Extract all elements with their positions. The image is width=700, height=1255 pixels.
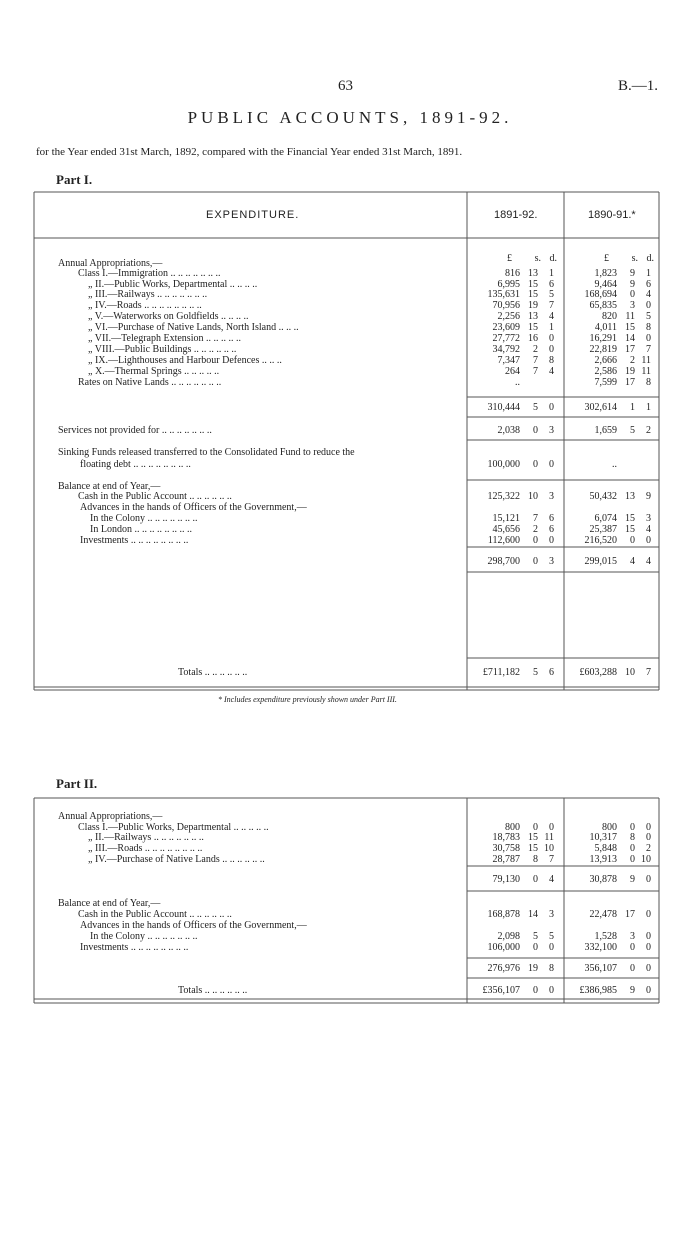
page-title: PUBLIC ACCOUNTS, 1891-92. <box>187 108 513 127</box>
sinking-1891-92-pounds: 100,000 <box>487 459 520 470</box>
cash-1890-91-pence: 0 <box>646 909 651 920</box>
advances-label: Advances in the hands of Officers of the Government,— <box>80 502 307 513</box>
subtotal2-1890-91-pence: 0 <box>646 963 651 974</box>
value-1891-92-pounds: 264 <box>505 366 520 377</box>
colony-1891-92-shillings: 7 <box>533 513 538 524</box>
value-1890-91-shillings: 3 <box>630 300 635 311</box>
value-1890-91-pence: 6 <box>646 279 651 290</box>
investments-1891-92-shillings: 0 <box>533 535 538 546</box>
value-1891-92-pounds: 800 <box>505 822 520 833</box>
totals-1891-92-pounds: £711,182 <box>482 667 520 678</box>
value-1890-91-pounds: 13,913 <box>589 854 617 865</box>
expenditure-row-label: „ VIII.—Public Buildings .. .. .. .. .. .. <box>88 344 237 355</box>
expenditure-row-label: Annual Appropriations,— <box>58 258 163 269</box>
colony-label: In the Colony .. .. .. .. .. .. .. <box>90 931 198 942</box>
value-1891-92-pence: 0 <box>549 344 554 355</box>
value-1890-91-pounds: 10,317 <box>589 832 617 843</box>
appropriation-row-label: Annual Appropriations,— <box>58 811 163 822</box>
unit-shillings: s. <box>631 253 638 264</box>
value-1890-91-pence: 7 <box>646 344 651 355</box>
subtotal2-1890-91-pence: 4 <box>646 556 651 567</box>
appropriation-row-label: Class I.—Public Works, Departmental .. .. .. .. .. <box>78 822 269 833</box>
value-1891-92-pounds: 27,772 <box>492 333 520 344</box>
value-1891-92-pounds: 2,256 <box>497 311 520 322</box>
investments-1890-91-pence: 0 <box>646 942 651 953</box>
services-1891-92-pence: 3 <box>549 425 554 436</box>
subtotal-1891-92-shillings: 5 <box>533 402 538 413</box>
value-1891-92-pence: 6 <box>549 279 554 290</box>
value-1891-92-shillings: 15 <box>528 322 538 333</box>
value-1890-91-pounds: 1,823 <box>594 268 617 279</box>
subtotal-1890-91-pounds: 302,614 <box>584 402 617 413</box>
subtotal-1891-92-pounds: 79,130 <box>492 874 520 885</box>
investments-1890-91-shillings: 0 <box>630 942 635 953</box>
london-1890-91-pence: 4 <box>646 524 651 535</box>
london-1891-92-pence: 6 <box>549 524 554 535</box>
london-1890-91-pounds: 25,387 <box>589 524 617 535</box>
investments-1891-92-pence: 0 <box>549 942 554 953</box>
value-1891-92-shillings: 0 <box>533 822 538 833</box>
subtotal2-1891-92-pounds: 276,976 <box>487 963 520 974</box>
appropriation-row-label: „ II.—Railways .. .. .. .. .. .. .. <box>88 832 204 843</box>
investments-1890-91-pounds: 332,100 <box>584 942 617 953</box>
value-1890-91-pence: 11 <box>641 355 651 366</box>
cash-1891-92-shillings: 10 <box>528 491 538 502</box>
totals-1890-91-pence: 0 <box>646 985 651 996</box>
year-1890-91-header: 1890-91.* <box>588 209 636 221</box>
investments-1890-91-pence: 0 <box>646 535 651 546</box>
value-1891-92-pence: 1 <box>549 268 554 279</box>
colony-1890-91-shillings: 15 <box>625 513 635 524</box>
investments-1891-92-pounds: 112,600 <box>487 535 520 546</box>
cash-1891-92-shillings: 14 <box>528 909 538 920</box>
services-1890-91-pence: 2 <box>646 425 651 436</box>
value-1890-91-pounds: 5,848 <box>594 843 617 854</box>
value-1891-92-pounds: 18,783 <box>492 832 520 843</box>
value-1890-91-pounds: 22,819 <box>589 344 617 355</box>
value-1890-91-pounds: 800 <box>602 822 617 833</box>
subtotal2-1890-91-pounds: 299,015 <box>584 556 617 567</box>
value-1890-91-pounds: 65,835 <box>589 300 617 311</box>
expenditure-row-label: Class I.—Immigration .. .. .. .. .. .. .. <box>78 268 221 279</box>
value-1891-92-pounds: 23,609 <box>492 322 520 333</box>
services-1891-92-pounds: 2,038 <box>497 425 520 436</box>
value-1891-92-shillings: 16 <box>528 333 538 344</box>
value-1890-91-shillings: 17 <box>625 344 635 355</box>
subtotal-1891-92-pence: 0 <box>549 402 554 413</box>
expenditure-header: EXPENDITURE. <box>206 209 300 221</box>
value-1891-92-pounds: 34,792 <box>492 344 520 355</box>
sinking-fund-label: Sinking Funds released transferred to the Consolidated Fund to reduce the <box>58 447 355 458</box>
value-1890-91-pounds: 820 <box>602 311 617 322</box>
value-1891-92-shillings: 15 <box>528 289 538 300</box>
value-1890-91-pence: 0 <box>646 832 651 843</box>
part-one-heading: Part I. <box>56 172 93 187</box>
value-1890-91-pence: 0 <box>646 333 651 344</box>
value-1891-92-pence: 5 <box>549 289 554 300</box>
subtotal2-1891-92-pence: 8 <box>549 963 554 974</box>
value-1890-91-pounds: 7,599 <box>594 377 617 388</box>
value-1890-91-pounds: 2,666 <box>594 355 617 366</box>
value-1890-91-pence: 2 <box>646 843 651 854</box>
value-1890-91-pence: 10 <box>641 854 651 865</box>
subtotal2-1890-91-pounds: 356,107 <box>584 963 617 974</box>
advances-label: Advances in the hands of Officers of the Government,— <box>80 920 307 931</box>
value-1891-92-shillings: 7 <box>533 355 538 366</box>
value-1890-91-shillings: 2 <box>630 355 635 366</box>
investments-1891-92-pence: 0 <box>549 535 554 546</box>
totals-1890-91-pounds: £603,288 <box>579 667 617 678</box>
services-1890-91-pounds: 1,659 <box>594 425 617 436</box>
cash-1891-92-pence: 3 <box>549 909 554 920</box>
value-1890-91-shillings: 0 <box>630 822 635 833</box>
value-1890-91-shillings: 9 <box>630 268 635 279</box>
value-1891-92-pence: 1 <box>549 322 554 333</box>
services-1890-91-shillings: 5 <box>630 425 635 436</box>
cash-1890-91-pence: 9 <box>646 491 651 502</box>
investments-1891-92-shillings: 0 <box>533 942 538 953</box>
sinking-1891-92-shillings: 0 <box>533 459 538 470</box>
cash-1891-92-pence: 3 <box>549 491 554 502</box>
subtotal2-1891-92-pounds: 298,700 <box>487 556 520 567</box>
cash-1890-91-shillings: 17 <box>625 909 635 920</box>
value-1891-92-shillings: 15 <box>528 832 538 843</box>
colony-1890-91-pence: 3 <box>646 513 651 524</box>
expenditure-row-label: „ V.—Waterworks on Goldfields .. .. .. .. <box>88 311 249 322</box>
totals-1891-92-pounds: £356,107 <box>482 985 520 996</box>
value-1891-92-pounds: 30,758 <box>492 843 520 854</box>
appropriation-row-label: „ IV.—Purchase of Native Lands .. .. .. .. .. .. <box>88 854 265 865</box>
expenditure-row-label: „ II.—Public Works, Departmental .. .. .. .. <box>88 279 258 290</box>
colony-1890-91-pounds: 6,074 <box>594 513 617 524</box>
value-1890-91-shillings: 19 <box>625 366 635 377</box>
value-1890-91-pence: 0 <box>646 300 651 311</box>
colony-1891-92-pence: 5 <box>549 931 554 942</box>
cash-label: Cash in the Public Account .. .. .. .. .. .. <box>78 909 232 920</box>
expenditure-row-label: „ VI.—Purchase of Native Lands, North Island .. .. .. <box>88 322 299 333</box>
investments-label: Investments .. .. .. .. .. .. .. .. <box>80 535 189 546</box>
value-1891-92-shillings: 8 <box>533 854 538 865</box>
value-1890-91-pounds: 4,011 <box>594 322 617 333</box>
value-1890-91-shillings: 0 <box>630 289 635 300</box>
value-1891-92-shillings: 13 <box>528 311 538 322</box>
unit-pence: d. <box>646 253 654 264</box>
value-1890-91-pence: 8 <box>646 322 651 333</box>
value-1891-92-pence: 0 <box>549 333 554 344</box>
value-1890-91-pence: 8 <box>646 377 651 388</box>
cash-1891-92-pounds: 168,878 <box>487 909 520 920</box>
subtotal-1890-91-shillings: 1 <box>630 402 635 413</box>
totals-1890-91-shillings: 10 <box>625 667 635 678</box>
value-1891-92-shillings: 13 <box>528 268 538 279</box>
colony-1890-91-pence: 0 <box>646 931 651 942</box>
value-1890-91-shillings: 17 <box>625 377 635 388</box>
subtotal2-1891-92-shillings: 0 <box>533 556 538 567</box>
totals-1890-91-pence: 7 <box>646 667 651 678</box>
value-1891-92-pounds: 135,631 <box>487 289 520 300</box>
colony-label: In the Colony .. .. .. .. .. .. .. <box>90 513 198 524</box>
value-1891-92-pence: 8 <box>549 355 554 366</box>
value-1891-92-pence: 0 <box>549 822 554 833</box>
value-1890-91-shillings: 0 <box>630 843 635 854</box>
value-1891-92-pence: 4 <box>549 311 554 322</box>
part-two-heading: Part II. <box>56 776 98 791</box>
sinking-fund-label-cont: floating debt .. .. .. .. .. .. .. .. <box>80 459 191 470</box>
colony-1891-92-pounds: 15,121 <box>492 513 520 524</box>
cash-1890-91-shillings: 13 <box>625 491 635 502</box>
subtotal2-1890-91-shillings: 0 <box>630 963 635 974</box>
value-1890-91-shillings: 15 <box>625 322 635 333</box>
sinking-1890-91-pounds: .. <box>612 459 617 470</box>
value-1891-92-pounds: 28,787 <box>492 854 520 865</box>
value-1891-92-shillings: 19 <box>528 300 538 311</box>
subtotal2-1891-92-pence: 3 <box>549 556 554 567</box>
value-1891-92-pence: 4 <box>549 366 554 377</box>
expenditure-row-label: „ VII.—Telegraph Extension .. .. .. .. .. <box>88 333 241 344</box>
totals-label: Totals .. .. .. .. .. .. <box>178 667 248 678</box>
page-subtitle: for the Year ended 31st March, 1892, compared with the Financial Year ended 31st March, 1891. <box>36 146 463 158</box>
document-reference: B.—1. <box>617 78 658 94</box>
value-1890-91-shillings: 11 <box>625 311 635 322</box>
unit-shillings: s. <box>534 253 541 264</box>
totals-1890-91-pounds: £386,985 <box>579 985 617 996</box>
subtotal2-1891-92-shillings: 19 <box>528 963 538 974</box>
value-1890-91-pence: 11 <box>641 366 651 377</box>
subtotal2-1890-91-shillings: 4 <box>630 556 635 567</box>
totals-1890-91-shillings: 9 <box>630 985 635 996</box>
london-1891-92-shillings: 2 <box>533 524 538 535</box>
value-1891-92-shillings: 15 <box>528 843 538 854</box>
investments-label: Investments .. .. .. .. .. .. .. .. <box>80 942 189 953</box>
value-1891-92-pence: 7 <box>549 300 554 311</box>
subtotal-1891-92-shillings: 0 <box>533 874 538 885</box>
value-1890-91-pounds: 16,291 <box>589 333 617 344</box>
expenditure-row-label: Rates on Native Lands .. .. .. .. .. .. .. <box>78 377 222 388</box>
colony-1891-92-pence: 6 <box>549 513 554 524</box>
value-1891-92-shillings: 7 <box>533 366 538 377</box>
sinking-1891-92-pence: 0 <box>549 459 554 470</box>
cash-1891-92-pounds: 125,322 <box>487 491 520 502</box>
subtotal-1890-91-pence: 1 <box>646 402 651 413</box>
unit-pence: d. <box>549 253 557 264</box>
footnote: * Includes expenditure previously shown under Part III. <box>218 695 397 704</box>
year-1891-92-header: 1891-92. <box>494 209 538 221</box>
subtotal-1890-91-pence: 0 <box>646 874 651 885</box>
cash-1890-91-pounds: 22,478 <box>589 909 617 920</box>
value-1891-92-pounds: 7,347 <box>497 355 520 366</box>
subtotal-1891-92-pounds: 310,444 <box>487 402 520 413</box>
balance-heading: Balance at end of Year,— <box>58 481 161 492</box>
totals-label: Totals .. .. .. .. .. .. <box>178 985 248 996</box>
value-1891-92-shillings: 2 <box>533 344 538 355</box>
value-1891-92-shillings: 15 <box>528 279 538 290</box>
expenditure-row-label: „ IV.—Roads .. .. .. .. .. .. .. .. <box>88 300 202 311</box>
value-1891-92-pounds: .. <box>515 377 520 388</box>
value-1890-91-shillings: 9 <box>630 279 635 290</box>
subtotal-1891-92-pence: 4 <box>549 874 554 885</box>
services-label: Services not provided for .. .. .. .. .. .. .. <box>58 425 212 436</box>
subtotal-1890-91-pounds: 30,878 <box>589 874 617 885</box>
value-1890-91-pence: 1 <box>646 268 651 279</box>
totals-1891-92-shillings: 0 <box>533 985 538 996</box>
totals-1891-92-pence: 0 <box>549 985 554 996</box>
value-1890-91-shillings: 0 <box>630 854 635 865</box>
investments-1890-91-shillings: 0 <box>630 535 635 546</box>
value-1890-91-shillings: 14 <box>625 333 635 344</box>
colony-1890-91-pounds: 1,528 <box>594 931 617 942</box>
balance-heading: Balance at end of Year,— <box>58 898 161 909</box>
investments-1891-92-pounds: 106,000 <box>487 942 520 953</box>
value-1890-91-pounds: 9,464 <box>594 279 617 290</box>
cash-label: Cash in the Public Account .. .. .. .. .. .. <box>78 491 232 502</box>
colony-1891-92-pounds: 2,098 <box>497 931 520 942</box>
totals-1891-92-shillings: 5 <box>533 667 538 678</box>
value-1891-92-pounds: 6,995 <box>497 279 520 290</box>
investments-1890-91-pounds: 216,520 <box>584 535 617 546</box>
colony-1891-92-shillings: 5 <box>533 931 538 942</box>
london-label: In London .. .. .. .. .. .. .. .. <box>90 524 192 535</box>
value-1891-92-pounds: 70,956 <box>492 300 520 311</box>
value-1890-91-pence: 0 <box>646 822 651 833</box>
value-1890-91-pence: 4 <box>646 289 651 300</box>
value-1891-92-pence: 11 <box>544 832 554 843</box>
value-1890-91-pence: 5 <box>646 311 651 322</box>
appropriation-row-label: „ III.—Roads .. .. .. .. .. .. .. .. <box>88 843 203 854</box>
value-1890-91-pounds: 2,586 <box>594 366 617 377</box>
value-1891-92-pence: 10 <box>544 843 554 854</box>
value-1891-92-pence: 7 <box>549 854 554 865</box>
expenditure-row-label: „ III.—Railways .. .. .. .. .. .. .. <box>88 289 208 300</box>
services-1891-92-shillings: 0 <box>533 425 538 436</box>
colony-1890-91-shillings: 3 <box>630 931 635 942</box>
cash-1890-91-pounds: 50,432 <box>589 491 617 502</box>
unit-pounds: £ <box>507 253 512 264</box>
value-1890-91-shillings: 8 <box>630 832 635 843</box>
expenditure-row-label: „ IX.—Lighthouses and Harbour Defences .. .. .. <box>88 355 282 366</box>
unit-pounds: £ <box>604 253 609 264</box>
value-1891-92-pounds: 816 <box>505 268 520 279</box>
london-1890-91-shillings: 15 <box>625 524 635 535</box>
expenditure-row-label: „ X.—Thermal Springs .. .. .. .. .. <box>88 366 220 377</box>
subtotal-1890-91-shillings: 9 <box>630 874 635 885</box>
totals-1891-92-pence: 6 <box>549 667 554 678</box>
value-1890-91-pounds: 168,694 <box>584 289 617 300</box>
london-1891-92-pounds: 45,656 <box>492 524 520 535</box>
page-number: 63 <box>338 78 353 94</box>
